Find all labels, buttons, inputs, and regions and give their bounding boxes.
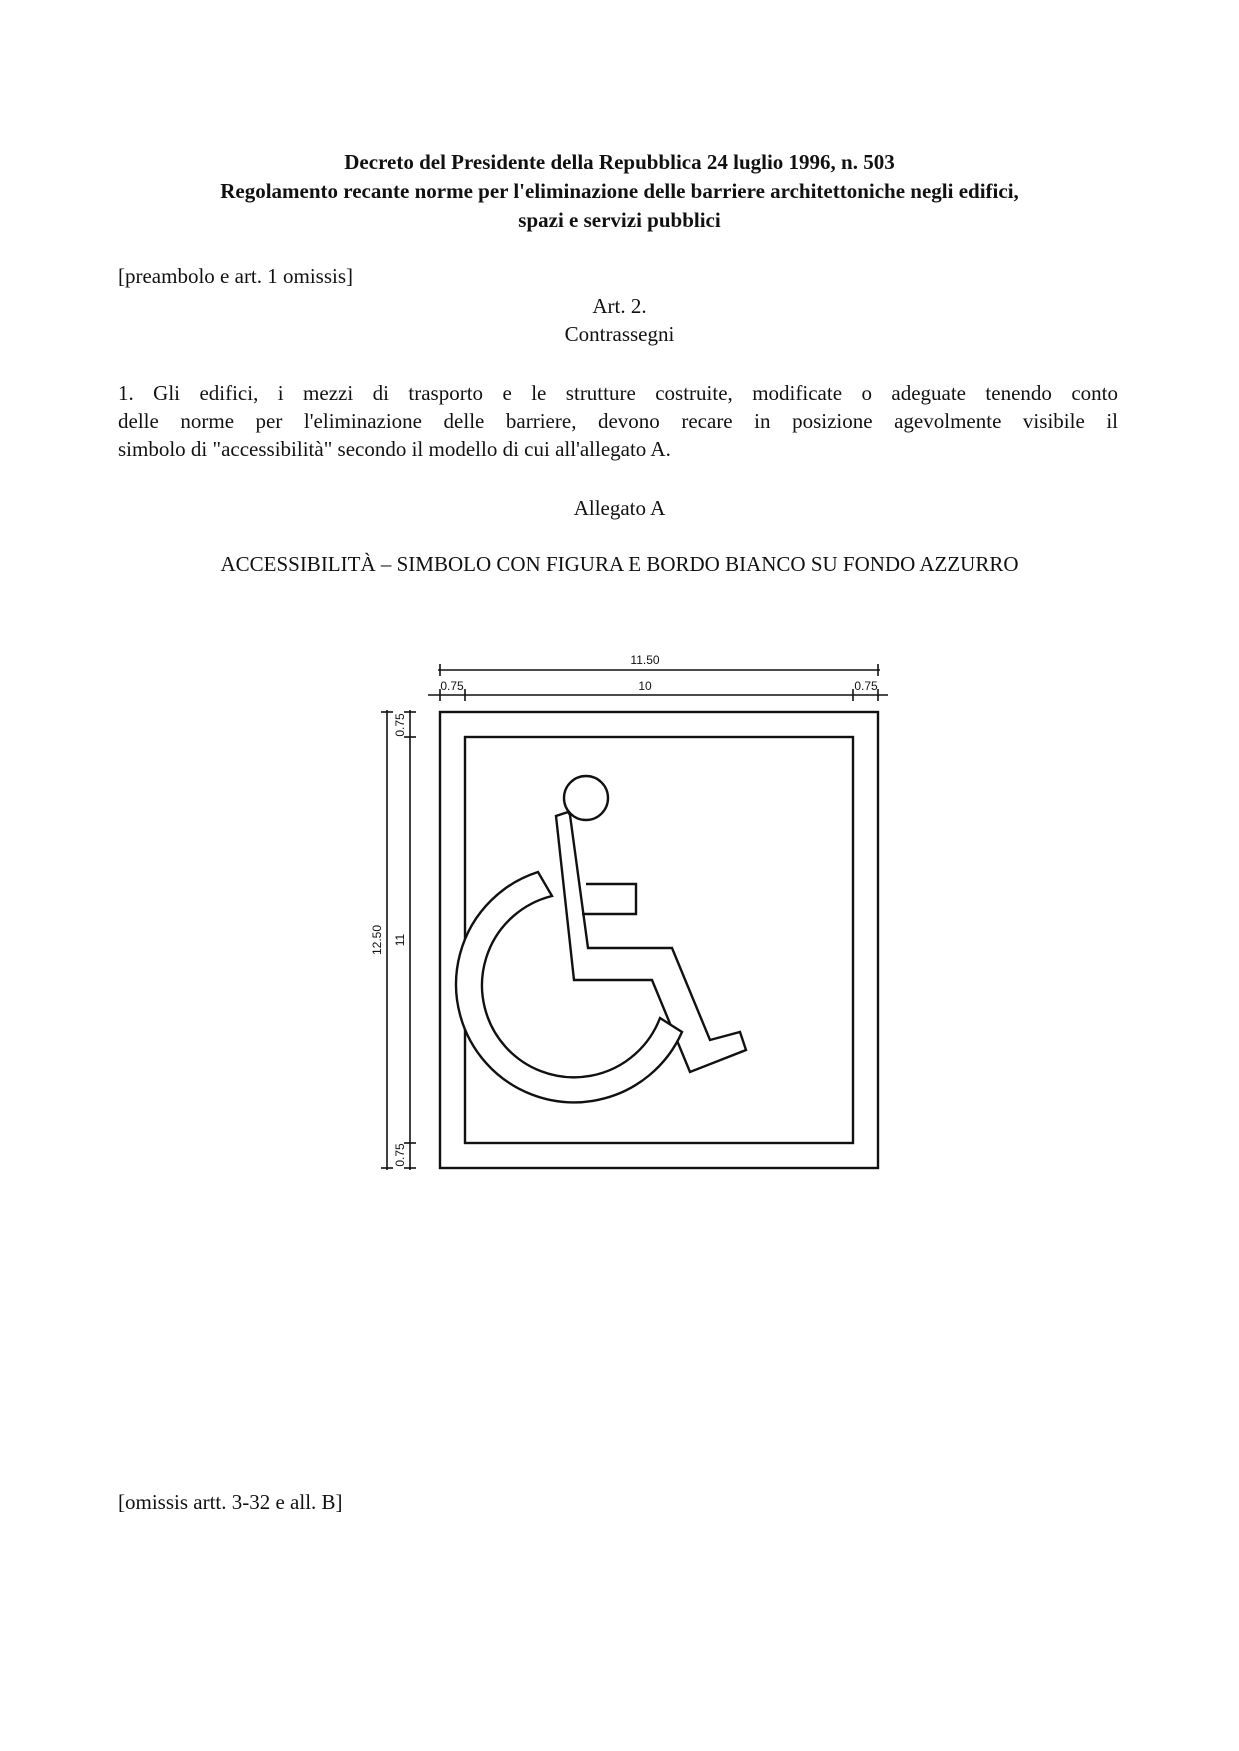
regulation-title: Regolamento recante norme per l'eliminazione delle barriere architettoniche negli edifici, [220, 179, 1019, 203]
dim-margin-left: 0.75 [440, 679, 464, 693]
annex-caption: ACCESSIBILITÀ – SIMBOLO CON FIGURA E BORDO BIANCO SU FONDO AZZURRO [220, 552, 1019, 576]
head-icon [564, 776, 608, 820]
footer-omissis: [omissis artt. 3-32 e all. B] [118, 1490, 343, 1514]
paragraph-line: 1. Gli edifici, i mezzi di trasporto e le strutture costruite, modificate o adeguate tenendo conto [118, 381, 1118, 405]
article-title: Contrassegni [564, 322, 675, 346]
article-number: Art. 2. [592, 294, 647, 318]
paragraph-line: simbolo di "accessibilità" secondo il modello di cui all'allegato A. [118, 437, 671, 461]
dim-margin-top: 0.75 [393, 713, 407, 737]
paragraph-line: delle norme per l'eliminazione delle barriere, devono recare in posizione agevolmente visibile il [118, 409, 1118, 433]
dim-total-width: 11.50 [630, 653, 660, 667]
dim-inner-width: 10 [638, 679, 652, 693]
dim-total-height: 12.50 [370, 924, 384, 956]
decree-title: Decreto del Presidente della Repubblica 24 luglio 1996, n. 503 [344, 150, 895, 174]
dim-margin-bottom: 0.75 [393, 1143, 407, 1167]
annex-label: Allegato A [573, 496, 666, 520]
outer-border [440, 712, 878, 1168]
dim-margin-right: 0.75 [854, 679, 878, 693]
dim-inner-height: 11 [393, 933, 407, 947]
preamble-note: [preambolo e art. 1 omissis] [118, 264, 354, 288]
accessibility-symbol-drawing [360, 640, 900, 1180]
article-paragraph [118, 379, 1118, 463]
wheelchair-figure-icon [456, 776, 746, 1102]
regulation-title-cont: spazi e servizi pubblici [518, 208, 721, 232]
